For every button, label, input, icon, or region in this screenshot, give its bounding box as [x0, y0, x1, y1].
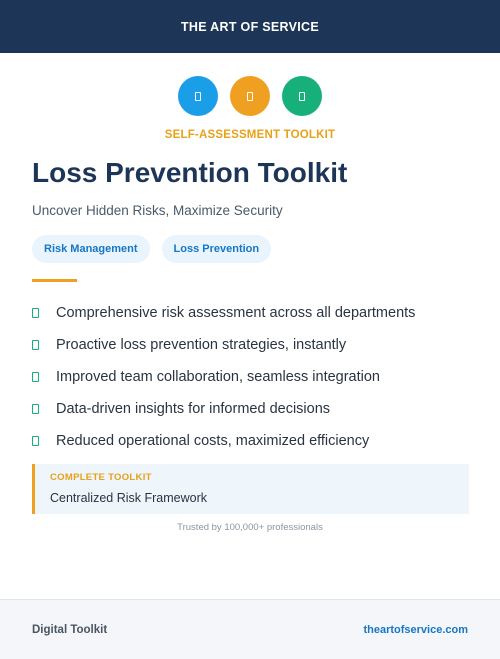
- feature-item: [32, 329, 472, 361]
- icon-row: [0, 76, 500, 116]
- check-icon: [32, 372, 39, 382]
- check-icon: [32, 308, 39, 318]
- feature-item: [32, 361, 472, 393]
- eyebrow-label: SELF-ASSESSMENT TOOLKIT: [164, 129, 336, 141]
- check-icon: [32, 436, 39, 446]
- top-bar: [0, 0, 500, 53]
- feature-list: [32, 297, 472, 457]
- footer: [0, 599, 500, 659]
- tag-loss-prevention[interactable]: Loss Prevention: [162, 235, 272, 263]
- document-icon: [282, 76, 322, 116]
- feature-text: Proactive loss prevention strategies, instantly: [56, 337, 347, 353]
- feature-text: Reduced operational costs, maximized efficiency: [56, 433, 370, 449]
- complete-toolkit-callout: [32, 464, 469, 514]
- footer-label: Digital Toolkit: [32, 623, 108, 636]
- feature-item: [32, 297, 472, 329]
- tag-risk-management[interactable]: Risk Management: [32, 235, 150, 263]
- document-icon: [178, 76, 218, 116]
- feature-text: Data-driven insights for informed decisions: [56, 401, 331, 417]
- page-subtitle: Uncover Hidden Risks, Maximize Security: [32, 203, 283, 218]
- brand-name: THE ART OF SERVICE: [180, 19, 320, 34]
- callout-label: COMPLETE TOOLKIT: [50, 472, 152, 483]
- page-title: Loss Prevention Toolkit: [32, 157, 348, 188]
- feature-text: Improved team collaboration, seamless integration: [56, 369, 380, 385]
- feature-item: [32, 425, 472, 457]
- trusted-note: Trusted by 100,000+ professionals: [177, 522, 323, 533]
- feature-text: Comprehensive risk assessment across all departments: [56, 305, 416, 321]
- check-icon: [32, 404, 39, 414]
- callout-text: Centralized Risk Framework: [50, 491, 207, 505]
- check-icon: [32, 340, 39, 350]
- website-link[interactable]: theartofservice.com: [363, 623, 468, 636]
- document-icon: [230, 76, 270, 116]
- tag-list: [32, 235, 271, 263]
- accent-divider: [32, 279, 77, 282]
- feature-item: [32, 393, 472, 425]
